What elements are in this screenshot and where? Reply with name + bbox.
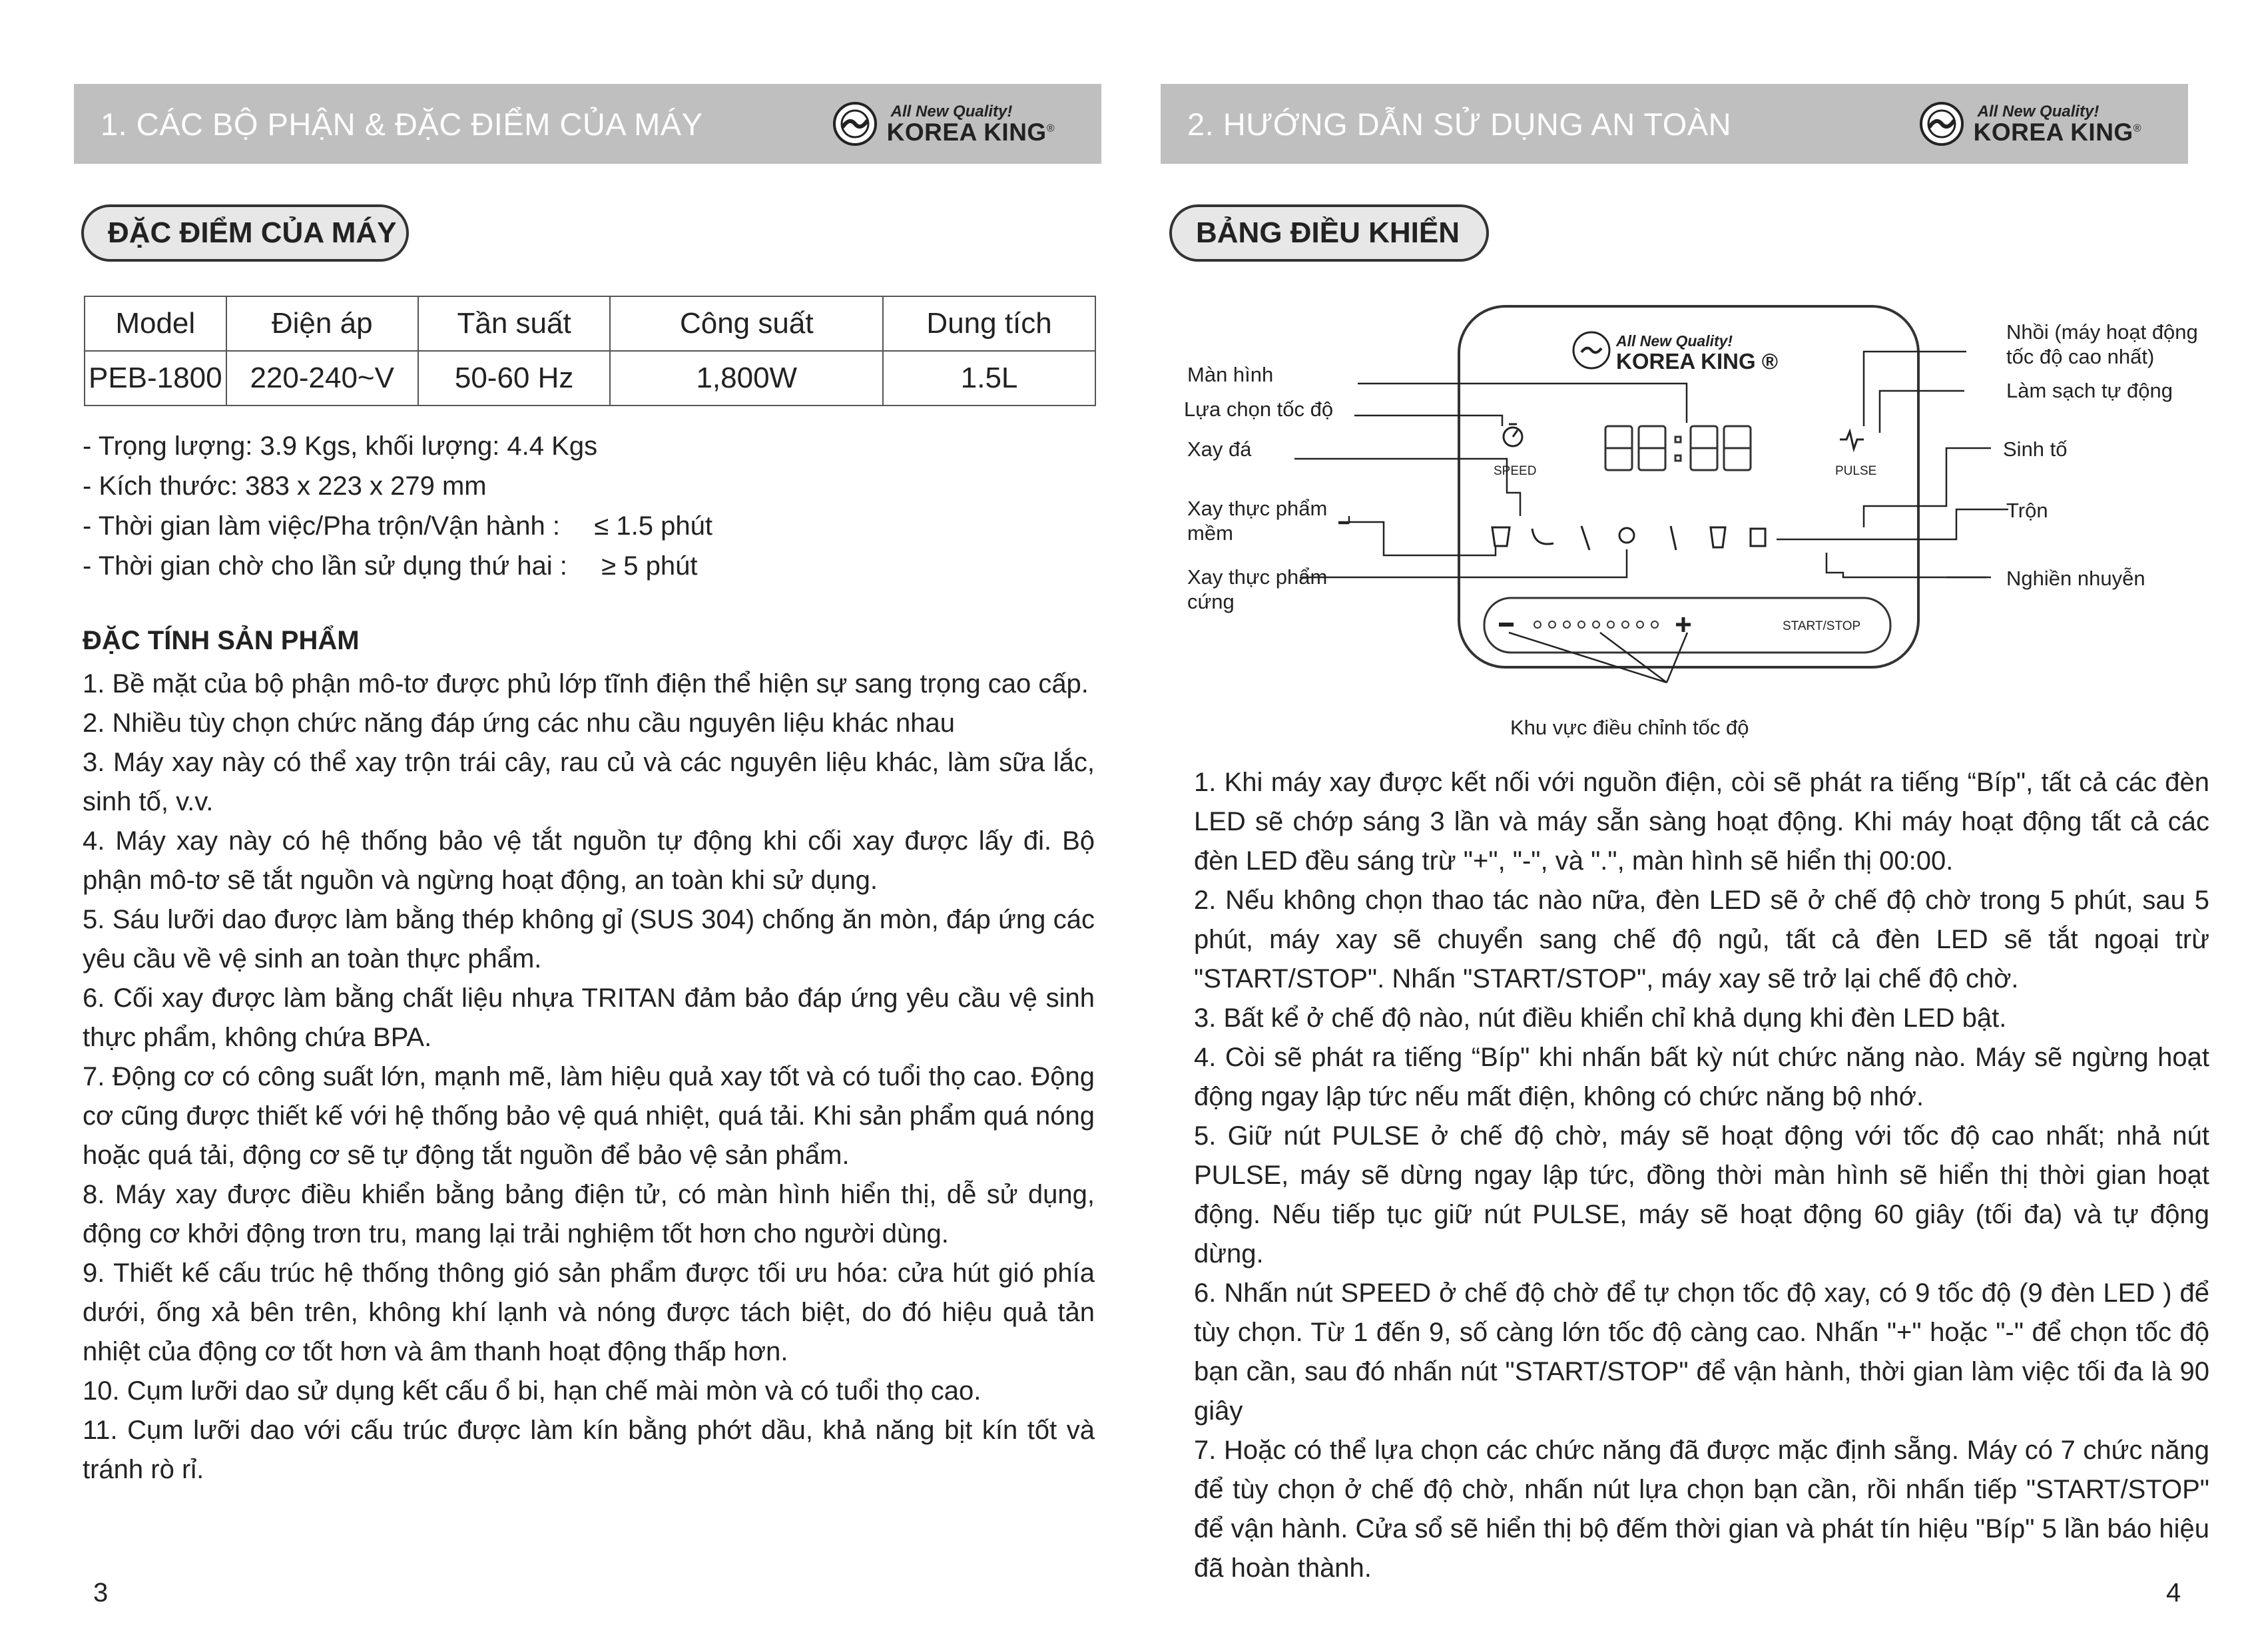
- callout-xay-da: Xay đá: [1187, 437, 1252, 461]
- spec-bullets: [83, 426, 1095, 586]
- instructions-list: [1194, 763, 2209, 1588]
- panel-brand: KOREA KING ®: [1616, 349, 1779, 374]
- callout-tron: Trộn: [2006, 499, 2048, 522]
- feature-item: 1. Bề mặt của bộ phận mô-tơ được phủ lớp tĩnh điện thể hiện sự sang trọng cao cấp.: [83, 669, 1089, 698]
- brand-tagline: All New Quality!: [890, 102, 1013, 121]
- callout-nghien: Nghiền nhuyễn: [2006, 567, 2145, 590]
- feature-item: 11. Cụm lưỡi dao với cấu trúc được làm kín bằng phớt dầu, khả năng bịt kín tốt và tránh rò rỉ.: [83, 1416, 1095, 1484]
- feature-item: 9. Thiết kế cấu trúc hệ thống thông gió sản phẩm được tối ưu hóa: cửa hút gió phía dưới, ống xả bên trên, không khí lạnh và nóng được tách biệt, do đó hiệu quả tản nhiệt của động cơ tốt hơn và âm thanh hoạt động thấp hơn.: [83, 1258, 1095, 1366]
- feature-item: 8. Máy xay được điều khiển bằng bảng điện tử, có màn hình hiển thị, dễ sử dụng, động cơ khởi động trơn tru, mang lại trải nghiệm tốt hơn cho người dùng.: [83, 1180, 1095, 1248]
- instruction-item: 3. Bất kể ở chế độ nào, nút điều khiển chỉ khả dụng khi đèn LED bật.: [1194, 1003, 2007, 1033]
- feature-item: 2. Nhiều tùy chọn chức năng đáp ứng các nhu cầu nguyên liệu khác nhau: [83, 708, 956, 738]
- bullet-item: - Kích thước: 383 x 223 x 279 mm: [83, 471, 487, 501]
- right-page: [1121, 0, 2242, 1652]
- speed-label: SPEED: [1494, 464, 1537, 478]
- callout-lam-sach: Làm sạch tự động: [2006, 379, 2173, 402]
- spec-header-cell: Tần suất: [418, 296, 610, 351]
- bullet-item: - Thời gian chờ cho lần sử dụng thứ hai : ≥ 5 phút: [83, 551, 698, 581]
- feature-item: 6. Cối xay được làm bằng chất liệu nhựa TRITAN đảm bảo đáp ứng yêu cầu vệ sinh thực phẩm, không chứa BPA.: [83, 983, 1095, 1052]
- instruction-item: 4. Còi sẽ phát ra tiếng “Bíp" khi nhấn bất kỳ nút chức năng nào. Máy sẽ ngừng hoạt động ngay lập tức nếu mất điện, không có chức năng bộ nhớ.: [1194, 1043, 2209, 1111]
- spec-header-cell: Điện áp: [226, 296, 418, 351]
- instruction-item: 7. Hoặc có thể lựa chọn các chức năng đã được mặc định sẵng. Máy có 7 chức năng để tùy chọn ở chế độ chờ, nhấn nút lựa chọn bạn cần, rồi nhấn tiếp "START/STOP" để vận hành. Cửa sổ sẽ hiển thị bộ đếm thời gian và phát tín hiệu "Bíp" 5 lần báo hiệu đã hoàn thành.: [1194, 1436, 2209, 1583]
- left-section-title: ĐẶC ĐIỂM CỦA MÁY: [81, 204, 409, 262]
- instruction-item: 1. Khi máy xay được kết nối với nguồn điện, còi sẽ phát ra tiếng “Bíp", tất cả các đèn LED sẽ chớp sáng 3 lần và máy sẵn sàng hoạt động. Khi máy hoạt động tất cả các đèn LED đều sáng trừ "+", "-", và ".", màn hình sẽ hiển thị 00:00.: [1194, 768, 2209, 876]
- instruction-item: 2. Nếu không chọn thao tác nào nữa, đèn LED sẽ ở chế độ chờ trong 5 phút, sau 5 phút, máy xay sẽ chuyển sang chế độ ngủ, tất cả đèn LED sẽ tắt ngoại trừ "START/STOP". Nhấn "START/STOP", máy xay sẽ trở lại chế độ chờ.: [1194, 886, 2209, 993]
- spec-table: [84, 296, 1096, 406]
- spec-header-cell: Dung tích: [883, 296, 1095, 351]
- features-title: ĐẶC TÍNH SẢN PHẨM: [83, 626, 360, 655]
- brand-name: KOREA KING®: [886, 118, 1055, 146]
- callout-nhoi: Nhồi (máy hoạt động tốc độ cao nhất): [2006, 320, 2198, 368]
- spec-value-cell: 50-60 Hz: [418, 351, 610, 406]
- brand-logo: [1919, 101, 2141, 146]
- instruction-item: 5. Giữ nút PULSE ở chế độ chờ, máy sẽ hoạt động với tốc độ cao nhất; nhả nút PULSE, máy sẽ dừng ngay lập tức, đồng thời màn hình sẽ hiển thị thời gian hoạt động. Nếu tiếp tục giữ nút PULSE, máy sẽ hoạt động 60 giây (tối đa) và tự động dừng.: [1194, 1121, 2209, 1268]
- left-header-bar: [74, 84, 1101, 164]
- callout-lua-chon-toc-do: Lựa chọn tốc độ: [1184, 398, 1334, 421]
- korea-king-emblem-icon: [832, 101, 878, 146]
- left-page-number: 3: [93, 1578, 109, 1607]
- feature-item: 5. Sáu lưỡi dao được làm bằng thép không gỉ (SUS 304) chống ăn mòn, đáp ứng các yêu cầu về vệ sinh an toàn thực phẩm.: [83, 905, 1095, 973]
- features-list: [83, 665, 1095, 1490]
- brand-logo: [832, 101, 1055, 146]
- spec-header-cell: Model: [85, 296, 226, 351]
- callout-xay-mem: Xay thực phẩm mềm: [1187, 497, 1328, 545]
- brand-tagline: All New Quality!: [1977, 102, 2100, 121]
- panel-logo: [1573, 332, 1609, 368]
- feature-item: 10. Cụm lưỡi dao sử dụng kết cấu ổ bi, hạn chế mài mòn và có tuổi thọ cao.: [83, 1376, 981, 1406]
- bullet-item: - Trọng lượng: 3.9 Kgs, khối lượng: 4.4 Kgs: [83, 431, 598, 461]
- feature-item: 4. Máy xay này có hệ thống bảo vệ tắt nguồn tự động khi cối xay được lấy đi. Bộ phận mô-tơ sẽ tắt nguồn và ngừng hoạt động, an toàn khi sử dụng.: [83, 826, 1095, 895]
- feature-item: 3. Máy xay này có thể xay trộn trái cây, rau củ và các nguyên liệu khác, làm sữa lắc, sinh tố, v.v.: [83, 748, 1095, 816]
- bullet-item: - Thời gian làm việc/Pha trộn/Vận hành : ≤ 1.5 phút: [83, 511, 712, 541]
- spec-value-cell: 1,800W: [610, 351, 883, 406]
- feature-item: 7. Động cơ có công suất lớn, mạnh mẽ, làm hiệu quả xay tốt và có tuổi thọ cao. Động cơ cũng được thiết kế với hệ thống bảo vệ quá nhiệt, quá tải. Khi sản phẩm quá nóng hoặc quá tải, động cơ sẽ tự động tắt nguồn để bảo vệ sản phẩm.: [83, 1062, 1095, 1170]
- callout-khu-vuc: Khu vực điều chỉnh tốc độ: [1510, 716, 1749, 739]
- callout-man-hinh: Màn hình: [1187, 363, 1274, 386]
- panel-tagline: All New Quality!: [1616, 332, 1733, 350]
- right-page-number: 4: [2166, 1578, 2181, 1607]
- right-section-title: BẢNG ĐIỀU KHIỂN: [1169, 204, 1489, 262]
- spec-header-row: [85, 296, 1095, 351]
- spec-value-cell: PEB-1800: [85, 351, 226, 406]
- spec-header-cell: Công suất: [610, 296, 883, 351]
- start-stop-label: START/STOP: [1783, 619, 1861, 633]
- pulse-label: PULSE: [1835, 464, 1877, 478]
- spec-value-row: [85, 351, 1095, 406]
- spec-value-cell: 220-240~V: [226, 351, 418, 406]
- control-panel-diagram: [1121, 286, 2242, 752]
- instruction-item: 6. Nhấn nút SPEED ở chế độ chờ để tự chọn tốc độ xay, có 9 tốc độ (9 đèn LED ) để tùy chọn. Từ 1 đến 9, số càng lớn tốc độ càng cao. Nhấn "+" hoặc "-" để chọn tốc độ bạn cần, sau đó nhấn nút "START/STOP" để vận hành, thời gian làm việc tối đa là 90 giây: [1194, 1278, 2209, 1426]
- spec-value-cell: 1.5L: [883, 351, 1095, 406]
- korea-king-emblem-icon: [1919, 101, 1964, 146]
- callout-sinh-to: Sinh tố: [2003, 437, 2068, 461]
- left-header-title: 1. CÁC BỘ PHẬN & ĐẶC ĐIỂM CỦA MÁY: [101, 106, 703, 142]
- right-header-bar: [1161, 84, 2188, 164]
- right-header-title: 2. HƯỚNG DẪN SỬ DỤNG AN TOÀN: [1187, 106, 1732, 142]
- callout-xay-cung: Xay thực phẩm cứng: [1187, 565, 1328, 613]
- brand-name: KOREA KING®: [1973, 118, 2141, 146]
